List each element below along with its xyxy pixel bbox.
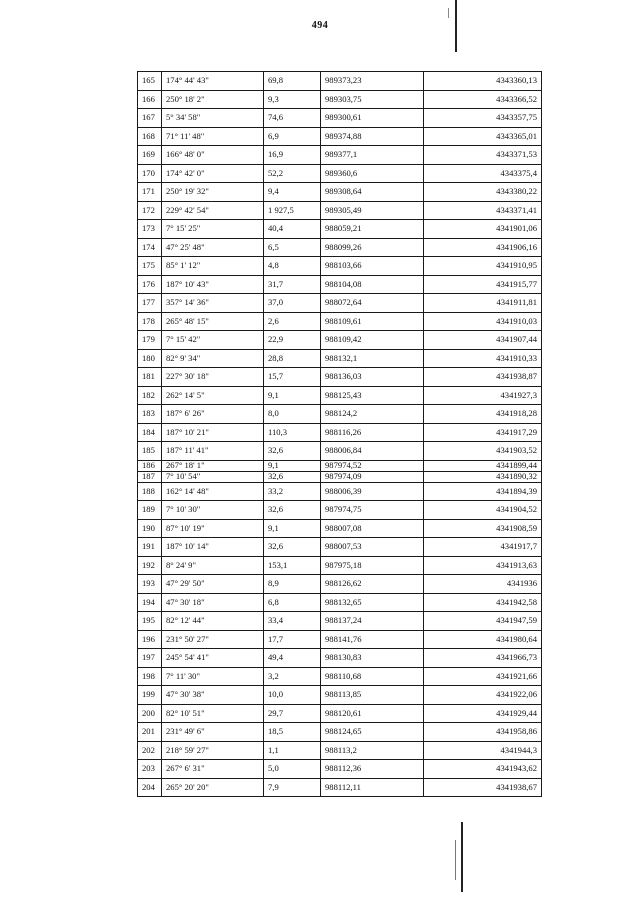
distance-cell: 40,4	[264, 220, 321, 239]
y-coordinate-cell: 4341929,44	[424, 704, 542, 723]
x-coordinate-cell: 988141,76	[321, 630, 424, 649]
x-coordinate-cell: 988116,26	[321, 423, 424, 442]
distance-cell: 22,9	[264, 331, 321, 350]
x-coordinate-cell: 989360,6	[321, 164, 424, 183]
y-coordinate-cell: 4341904,52	[424, 501, 542, 520]
x-coordinate-cell: 988132,65	[321, 593, 424, 612]
distance-cell: 6,9	[264, 127, 321, 146]
direction-angle-cell: 227° 30' 18"	[162, 368, 264, 387]
point-number-cell: 183	[138, 405, 162, 424]
scan-artifact-line	[455, 0, 457, 52]
distance-cell: 9,4	[264, 183, 321, 202]
table-row	[138, 593, 542, 612]
x-coordinate-cell: 988099,26	[321, 238, 424, 257]
distance-cell: 49,4	[264, 649, 321, 668]
table-row	[138, 501, 542, 520]
direction-angle-cell: 267° 18' 1"	[162, 460, 264, 471]
point-number-cell: 181	[138, 368, 162, 387]
coordinates-table	[137, 71, 542, 797]
direction-angle-cell: 47° 30' 38"	[162, 686, 264, 705]
distance-cell: 33,4	[264, 612, 321, 631]
distance-cell: 1 927,5	[264, 201, 321, 220]
y-coordinate-cell: 4341910,03	[424, 312, 542, 331]
direction-angle-cell: 229° 42' 54"	[162, 201, 264, 220]
x-coordinate-cell: 987974,09	[321, 471, 424, 482]
distance-cell: 9,1	[264, 519, 321, 538]
x-coordinate-cell: 988007,53	[321, 538, 424, 557]
y-coordinate-cell: 4343366,52	[424, 90, 542, 109]
point-number-cell: 169	[138, 146, 162, 165]
y-coordinate-cell: 4341943,62	[424, 760, 542, 779]
table-row	[138, 164, 542, 183]
point-number-cell: 187	[138, 471, 162, 482]
point-number-cell: 195	[138, 612, 162, 631]
scan-artifact-line	[448, 8, 449, 18]
distance-cell: 5,0	[264, 760, 321, 779]
y-coordinate-cell: 4341910,95	[424, 257, 542, 276]
distance-cell: 110,3	[264, 423, 321, 442]
y-coordinate-cell: 4343360,13	[424, 72, 542, 91]
point-number-cell: 200	[138, 704, 162, 723]
distance-cell: 37,0	[264, 294, 321, 313]
distance-cell: 10,0	[264, 686, 321, 705]
x-coordinate-cell: 988137,24	[321, 612, 424, 631]
distance-cell: 32,6	[264, 538, 321, 557]
x-coordinate-cell: 988112,36	[321, 760, 424, 779]
x-coordinate-cell: 987975,18	[321, 556, 424, 575]
direction-angle-cell: 231° 49' 6"	[162, 723, 264, 742]
distance-cell: 2,6	[264, 312, 321, 331]
table-row	[138, 331, 542, 350]
x-coordinate-cell: 988006,39	[321, 482, 424, 501]
direction-angle-cell: 47° 29' 50"	[162, 575, 264, 594]
table-row	[138, 109, 542, 128]
direction-angle-cell: 162° 14' 48"	[162, 482, 264, 501]
x-coordinate-cell: 988109,61	[321, 312, 424, 331]
direction-angle-cell: 187° 10' 21"	[162, 423, 264, 442]
direction-angle-cell: 8° 24' 9"	[162, 556, 264, 575]
point-number-cell: 177	[138, 294, 162, 313]
direction-angle-cell: 7° 15' 42"	[162, 331, 264, 350]
table-row	[138, 368, 542, 387]
direction-angle-cell: 250° 19' 32"	[162, 183, 264, 202]
point-number-cell: 190	[138, 519, 162, 538]
point-number-cell: 193	[138, 575, 162, 594]
x-coordinate-cell: 988007,08	[321, 519, 424, 538]
direction-angle-cell: 174° 42' 0"	[162, 164, 264, 183]
y-coordinate-cell: 4341938,87	[424, 368, 542, 387]
direction-angle-cell: 85° 1' 12"	[162, 257, 264, 276]
point-number-cell: 194	[138, 593, 162, 612]
y-coordinate-cell: 4341903,52	[424, 442, 542, 461]
y-coordinate-cell: 4343357,75	[424, 109, 542, 128]
distance-cell: 31,7	[264, 275, 321, 294]
table-row	[138, 519, 542, 538]
point-number-cell: 204	[138, 778, 162, 797]
x-coordinate-cell: 988124,65	[321, 723, 424, 742]
point-number-cell: 189	[138, 501, 162, 520]
y-coordinate-cell: 4341944,3	[424, 741, 542, 760]
distance-cell: 8,9	[264, 575, 321, 594]
point-number-cell: 178	[138, 312, 162, 331]
x-coordinate-cell: 989373,23	[321, 72, 424, 91]
y-coordinate-cell: 4343375,4	[424, 164, 542, 183]
table-body	[138, 72, 542, 797]
coordinates-table-container	[137, 71, 541, 797]
distance-cell: 4,8	[264, 257, 321, 276]
point-number-cell: 170	[138, 164, 162, 183]
point-number-cell: 179	[138, 331, 162, 350]
x-coordinate-cell: 988112,11	[321, 778, 424, 797]
distance-cell: 153,1	[264, 556, 321, 575]
y-coordinate-cell: 4343365,01	[424, 127, 542, 146]
scan-artifact-line	[461, 822, 463, 892]
point-number-cell: 192	[138, 556, 162, 575]
point-number-cell: 166	[138, 90, 162, 109]
x-coordinate-cell: 988136,03	[321, 368, 424, 387]
table-row	[138, 72, 542, 91]
distance-cell: 28,8	[264, 349, 321, 368]
point-number-cell: 173	[138, 220, 162, 239]
direction-angle-cell: 262° 14' 5"	[162, 386, 264, 405]
direction-angle-cell: 7° 11' 30"	[162, 667, 264, 686]
table-row	[138, 482, 542, 501]
point-number-cell: 198	[138, 667, 162, 686]
point-number-cell: 185	[138, 442, 162, 461]
table-row	[138, 778, 542, 797]
distance-cell: 18,5	[264, 723, 321, 742]
point-number-cell: 165	[138, 72, 162, 91]
point-number-cell: 186	[138, 460, 162, 471]
y-coordinate-cell: 4341966,73	[424, 649, 542, 668]
point-number-cell: 171	[138, 183, 162, 202]
direction-angle-cell: 187° 10' 14"	[162, 538, 264, 557]
x-coordinate-cell: 988104,08	[321, 275, 424, 294]
direction-angle-cell: 267° 6' 31"	[162, 760, 264, 779]
point-number-cell: 199	[138, 686, 162, 705]
table-row	[138, 423, 542, 442]
x-coordinate-cell: 988006,84	[321, 442, 424, 461]
y-coordinate-cell: 4341917,29	[424, 423, 542, 442]
table-row	[138, 471, 542, 482]
y-coordinate-cell: 4341980,64	[424, 630, 542, 649]
direction-angle-cell: 82° 12' 44"	[162, 612, 264, 631]
table-row	[138, 723, 542, 742]
distance-cell: 7,9	[264, 778, 321, 797]
x-coordinate-cell: 988109,42	[321, 331, 424, 350]
table-row	[138, 460, 542, 471]
y-coordinate-cell: 4341947,59	[424, 612, 542, 631]
point-number-cell: 191	[138, 538, 162, 557]
y-coordinate-cell: 4341936	[424, 575, 542, 594]
table-row	[138, 704, 542, 723]
y-coordinate-cell: 4341958,86	[424, 723, 542, 742]
direction-angle-cell: 187° 11' 41"	[162, 442, 264, 461]
table-row	[138, 405, 542, 424]
direction-angle-cell: 7° 15' 25"	[162, 220, 264, 239]
point-number-cell: 203	[138, 760, 162, 779]
distance-cell: 17,7	[264, 630, 321, 649]
x-coordinate-cell: 988124,2	[321, 405, 424, 424]
distance-cell: 6,5	[264, 238, 321, 257]
direction-angle-cell: 166° 48' 0"	[162, 146, 264, 165]
y-coordinate-cell: 4341918,28	[424, 405, 542, 424]
distance-cell: 33,2	[264, 482, 321, 501]
table-row	[138, 442, 542, 461]
distance-cell: 6,8	[264, 593, 321, 612]
table-row	[138, 312, 542, 331]
direction-angle-cell: 82° 10' 51"	[162, 704, 264, 723]
point-number-cell: 201	[138, 723, 162, 742]
point-number-cell: 175	[138, 257, 162, 276]
y-coordinate-cell: 4341901,06	[424, 220, 542, 239]
y-coordinate-cell: 4341938,67	[424, 778, 542, 797]
direction-angle-cell: 245° 54' 41"	[162, 649, 264, 668]
y-coordinate-cell: 4341913,63	[424, 556, 542, 575]
direction-angle-cell: 218° 59' 27"	[162, 741, 264, 760]
x-coordinate-cell: 988103,66	[321, 257, 424, 276]
y-coordinate-cell: 4341894,39	[424, 482, 542, 501]
y-coordinate-cell: 4341922,06	[424, 686, 542, 705]
point-number-cell: 167	[138, 109, 162, 128]
point-number-cell: 196	[138, 630, 162, 649]
direction-angle-cell: 82° 9' 34"	[162, 349, 264, 368]
y-coordinate-cell: 4341911,81	[424, 294, 542, 313]
point-number-cell: 180	[138, 349, 162, 368]
y-coordinate-cell: 4341910,33	[424, 349, 542, 368]
y-coordinate-cell: 4341942,58	[424, 593, 542, 612]
point-number-cell: 172	[138, 201, 162, 220]
direction-angle-cell: 357° 14' 36"	[162, 294, 264, 313]
table-row	[138, 349, 542, 368]
x-coordinate-cell: 987974,75	[321, 501, 424, 520]
x-coordinate-cell: 987974,52	[321, 460, 424, 471]
direction-angle-cell: 7° 10' 30"	[162, 501, 264, 520]
y-coordinate-cell: 4341899,44	[424, 460, 542, 471]
table-row	[138, 146, 542, 165]
distance-cell: 15,7	[264, 368, 321, 387]
table-row	[138, 294, 542, 313]
table-row	[138, 556, 542, 575]
table-row	[138, 630, 542, 649]
y-coordinate-cell: 4341927,3	[424, 386, 542, 405]
y-coordinate-cell: 4341915,77	[424, 275, 542, 294]
point-number-cell: 176	[138, 275, 162, 294]
x-coordinate-cell: 988126,62	[321, 575, 424, 594]
table-row	[138, 386, 542, 405]
point-number-cell: 182	[138, 386, 162, 405]
x-coordinate-cell: 988120,61	[321, 704, 424, 723]
y-coordinate-cell: 4343380,22	[424, 183, 542, 202]
direction-angle-cell: 265° 48' 15"	[162, 312, 264, 331]
scan-artifact-line	[455, 840, 456, 880]
table-row	[138, 741, 542, 760]
distance-cell: 29,7	[264, 704, 321, 723]
distance-cell: 1,1	[264, 741, 321, 760]
direction-angle-cell: 174° 44' 43"	[162, 72, 264, 91]
direction-angle-cell: 47° 30' 18"	[162, 593, 264, 612]
distance-cell: 3,2	[264, 667, 321, 686]
direction-angle-cell: 87° 10' 19"	[162, 519, 264, 538]
distance-cell: 8,0	[264, 405, 321, 424]
table-row	[138, 90, 542, 109]
x-coordinate-cell: 989308,64	[321, 183, 424, 202]
direction-angle-cell: 5° 34' 58"	[162, 109, 264, 128]
table-row	[138, 686, 542, 705]
y-coordinate-cell: 4341908,59	[424, 519, 542, 538]
distance-cell: 52,2	[264, 164, 321, 183]
y-coordinate-cell: 4341906,16	[424, 238, 542, 257]
x-coordinate-cell: 989374,88	[321, 127, 424, 146]
x-coordinate-cell: 988132,1	[321, 349, 424, 368]
distance-cell: 9,3	[264, 90, 321, 109]
y-coordinate-cell: 4341907,44	[424, 331, 542, 350]
point-number-cell: 188	[138, 482, 162, 501]
distance-cell: 69,8	[264, 72, 321, 91]
table-row	[138, 201, 542, 220]
distance-cell: 9,1	[264, 460, 321, 471]
distance-cell: 74,6	[264, 109, 321, 128]
point-number-cell: 202	[138, 741, 162, 760]
table-row	[138, 183, 542, 202]
point-number-cell: 184	[138, 423, 162, 442]
table-row	[138, 649, 542, 668]
x-coordinate-cell: 988125,43	[321, 386, 424, 405]
direction-angle-cell: 71° 11' 48"	[162, 127, 264, 146]
y-coordinate-cell: 4343371,41	[424, 201, 542, 220]
y-coordinate-cell: 4341917,7	[424, 538, 542, 557]
x-coordinate-cell: 989300,61	[321, 109, 424, 128]
distance-cell: 16,9	[264, 146, 321, 165]
point-number-cell: 168	[138, 127, 162, 146]
y-coordinate-cell: 4343371,53	[424, 146, 542, 165]
table-row	[138, 612, 542, 631]
table-row	[138, 127, 542, 146]
distance-cell: 32,6	[264, 501, 321, 520]
direction-angle-cell: 231° 50' 27"	[162, 630, 264, 649]
x-coordinate-cell: 988072,64	[321, 294, 424, 313]
direction-angle-cell: 7° 10' 54"	[162, 471, 264, 482]
direction-angle-cell: 47° 25' 48"	[162, 238, 264, 257]
table-row	[138, 667, 542, 686]
y-coordinate-cell: 4341921,66	[424, 667, 542, 686]
direction-angle-cell: 265° 20' 20"	[162, 778, 264, 797]
x-coordinate-cell: 989377,1	[321, 146, 424, 165]
distance-cell: 32,6	[264, 471, 321, 482]
direction-angle-cell: 187° 10' 43"	[162, 275, 264, 294]
table-row	[138, 238, 542, 257]
y-coordinate-cell: 4341890,32	[424, 471, 542, 482]
x-coordinate-cell: 989305,49	[321, 201, 424, 220]
table-row	[138, 538, 542, 557]
x-coordinate-cell: 988110,68	[321, 667, 424, 686]
distance-cell: 32,6	[264, 442, 321, 461]
point-number-cell: 197	[138, 649, 162, 668]
point-number-cell: 174	[138, 238, 162, 257]
x-coordinate-cell: 988113,85	[321, 686, 424, 705]
table-row	[138, 275, 542, 294]
x-coordinate-cell: 988059,21	[321, 220, 424, 239]
direction-angle-cell: 250° 18' 2"	[162, 90, 264, 109]
distance-cell: 9,1	[264, 386, 321, 405]
direction-angle-cell: 187° 6' 26"	[162, 405, 264, 424]
table-row	[138, 257, 542, 276]
table-row	[138, 220, 542, 239]
x-coordinate-cell: 989303,75	[321, 90, 424, 109]
table-row	[138, 760, 542, 779]
x-coordinate-cell: 988113,2	[321, 741, 424, 760]
table-row	[138, 575, 542, 594]
page-number: 494	[311, 20, 329, 31]
x-coordinate-cell: 988130,83	[321, 649, 424, 668]
